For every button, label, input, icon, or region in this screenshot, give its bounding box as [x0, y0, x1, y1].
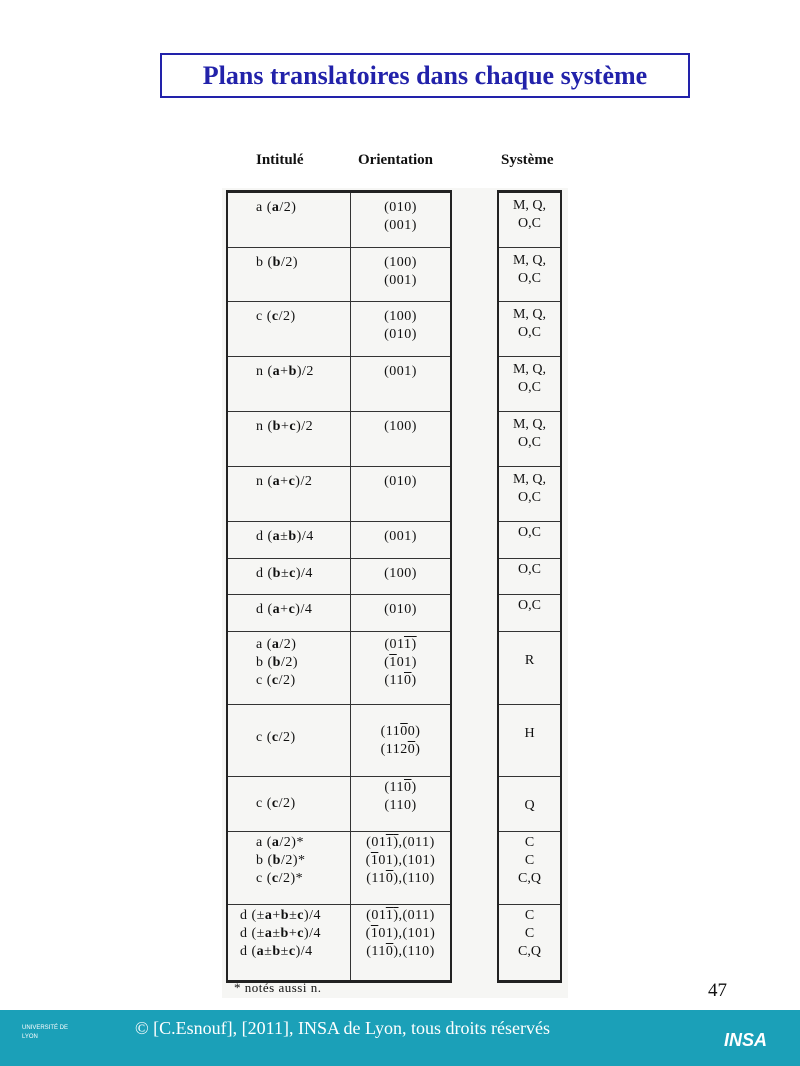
- orientation-text: (110),(110): [366, 871, 435, 886]
- intitule-text: n (b+c)/2: [256, 419, 314, 434]
- systeme-text: O,C: [518, 271, 541, 286]
- systeme-cell: [499, 522, 560, 559]
- orientation-cell: [351, 248, 450, 301]
- orientation-cell: [351, 357, 450, 411]
- intitule-text: b (b/2)*: [256, 853, 306, 868]
- orientation-text: (001): [384, 529, 417, 544]
- intitule-text: b (b/2): [256, 655, 299, 670]
- translation-planes-table: [226, 190, 452, 983]
- orientation-cell: [351, 193, 450, 247]
- table-row: [228, 302, 450, 357]
- orientation-text: (001): [384, 364, 417, 379]
- systeme-text: Q: [524, 798, 535, 813]
- intitule-cell: [228, 832, 351, 904]
- intitule-cell: [228, 357, 351, 411]
- orientation-text: (100): [384, 255, 417, 270]
- systeme-text: O,C: [518, 598, 541, 613]
- table-row: [228, 632, 450, 705]
- page-number: 47: [708, 980, 727, 1001]
- intitule-text: b (b/2): [256, 255, 299, 270]
- table-row: [228, 248, 450, 302]
- intitule-text: c (c/2): [256, 796, 296, 811]
- systeme-cell: [499, 632, 560, 705]
- orientation-cell: [351, 559, 450, 594]
- systeme-cell: [499, 302, 560, 357]
- systeme-text: O,C: [518, 525, 541, 540]
- intitule-cell: [228, 559, 351, 594]
- systeme-text: C: [524, 853, 535, 868]
- systeme-cell: [499, 595, 560, 632]
- orientation-text: (010): [384, 602, 417, 617]
- footnote: * notés aussi n.: [234, 980, 322, 995]
- systeme-cell: [499, 559, 560, 595]
- systeme-text: M, Q,: [512, 472, 547, 487]
- system-table: [497, 190, 562, 983]
- orientation-text: (100): [384, 419, 417, 434]
- intitule-cell: [228, 248, 351, 301]
- systeme-text: C: [524, 835, 535, 850]
- intitule-cell: [228, 595, 351, 631]
- systeme-text: O,C: [518, 435, 541, 450]
- intitule-cell: [228, 777, 351, 831]
- table-row: [228, 777, 450, 832]
- orientation-text: (1100): [380, 724, 421, 739]
- systeme-cell: [499, 412, 560, 467]
- systeme-cell: [499, 248, 560, 302]
- orientation-text: (101),(101): [365, 926, 436, 941]
- intitule-cell: [228, 302, 351, 356]
- systeme-cell: [499, 193, 560, 248]
- intitule-cell: [228, 467, 351, 521]
- orientation-cell: [351, 705, 450, 776]
- intitule-text: n (a+c)/2: [256, 474, 313, 489]
- table-row: [228, 522, 450, 559]
- intitule-text: a (a/2)*: [256, 835, 304, 850]
- systeme-text: C: [524, 926, 535, 941]
- universite-de-lyon-logo: UNIVERSITÉ DE LYON: [22, 1025, 69, 1040]
- orientation-text: (110): [384, 780, 417, 795]
- systeme-cell: [499, 357, 560, 412]
- intitule-text: d (a±b)/4: [256, 529, 314, 544]
- orientation-cell: [351, 905, 450, 980]
- orientation-text: (101),(101): [365, 853, 436, 868]
- systeme-text: O,C: [518, 490, 541, 505]
- intitule-text: a (a/2): [256, 200, 297, 215]
- intitule-cell: [228, 905, 351, 980]
- systeme-text: C,Q: [518, 871, 541, 886]
- table-row: [228, 595, 450, 632]
- systeme-text: M, Q,: [512, 253, 547, 268]
- intitule-cell: [228, 522, 351, 558]
- orientation-text: (011),(011): [366, 908, 435, 923]
- systeme-text: M, Q,: [512, 307, 547, 322]
- intitule-cell: [228, 705, 351, 776]
- table-row: [228, 559, 450, 595]
- orientation-cell: [351, 522, 450, 558]
- table-row: [228, 905, 450, 980]
- header-systeme: Système: [501, 152, 554, 168]
- systeme-text: M, Q,: [512, 198, 547, 213]
- table-row: [228, 467, 450, 522]
- orientation-text: (110),(110): [366, 944, 435, 959]
- orientation-text: (110): [384, 673, 417, 688]
- intitule-cell: [228, 412, 351, 466]
- intitule-text: d (±a+b±c)/4: [240, 908, 322, 923]
- orientation-text: (010): [384, 200, 417, 215]
- orientation-text: (1120): [380, 742, 421, 757]
- intitule-text: a (a/2): [256, 637, 297, 652]
- intitule-text: n (a+b)/2: [256, 364, 314, 379]
- systeme-text: M, Q,: [512, 362, 547, 377]
- intitule-text: d (b±c)/4: [256, 566, 313, 581]
- intitule-text: d (a±b±c)/4: [240, 944, 313, 959]
- intitule-cell: [228, 632, 351, 704]
- orientation-text: (001): [384, 273, 417, 288]
- orientation-text: (011): [384, 637, 417, 652]
- systeme-text: M, Q,: [512, 417, 547, 432]
- systeme-text: C,Q: [518, 944, 541, 959]
- header-orientation: Orientation: [358, 152, 433, 168]
- intitule-text: d (±a±b+c)/4: [240, 926, 322, 941]
- systeme-cell: [499, 905, 560, 980]
- orientation-text: (100): [384, 309, 417, 324]
- orientation-cell: [351, 467, 450, 521]
- systeme-text: H: [524, 726, 535, 741]
- intitule-text: c (c/2): [256, 673, 296, 688]
- orientation-cell: [351, 777, 450, 831]
- table-row: [228, 832, 450, 905]
- systeme-text: O,C: [518, 216, 541, 231]
- intitule-text: d (a+c)/4: [256, 602, 313, 617]
- orientation-text: (010): [384, 327, 417, 342]
- orientation-text: (100): [384, 566, 417, 581]
- intitule-cell: [228, 193, 351, 247]
- systeme-text: O,C: [518, 325, 541, 340]
- orientation-cell: [351, 302, 450, 356]
- orientation-text: (001): [384, 218, 417, 233]
- systeme-cell: [499, 777, 560, 832]
- table-row: [228, 357, 450, 412]
- footer-copyright: © [C.Esnouf], [2011], INSA de Lyon, tous droits réservés: [135, 1018, 550, 1038]
- systeme-cell: [499, 705, 560, 777]
- systeme-cell: [499, 467, 560, 522]
- systeme-text: R: [524, 653, 535, 668]
- orientation-cell: [351, 595, 450, 631]
- orientation-text: (110): [384, 798, 417, 813]
- slide-title: Plans translatoires dans chaque système: [160, 53, 690, 98]
- table-row: [228, 705, 450, 777]
- intitule-text: c (c/2): [256, 309, 296, 324]
- insa-logo: INSA: [724, 1030, 768, 1050]
- orientation-cell: [351, 632, 450, 704]
- orientation-cell: [351, 832, 450, 904]
- intitule-text: c (c/2)*: [256, 871, 304, 886]
- systeme-text: O,C: [518, 380, 541, 395]
- orientation-text: (011),(011): [366, 835, 435, 850]
- systeme-text: O,C: [518, 562, 541, 577]
- header-intitule: Intitulé: [256, 152, 304, 168]
- orientation-cell: [351, 412, 450, 466]
- orientation-text: (101): [384, 655, 417, 670]
- orientation-text: (010): [384, 474, 417, 489]
- systeme-text: C: [524, 908, 535, 923]
- systeme-cell: [499, 832, 560, 905]
- table-row: [228, 412, 450, 467]
- table-row: [228, 193, 450, 248]
- intitule-text: c (c/2): [256, 730, 296, 745]
